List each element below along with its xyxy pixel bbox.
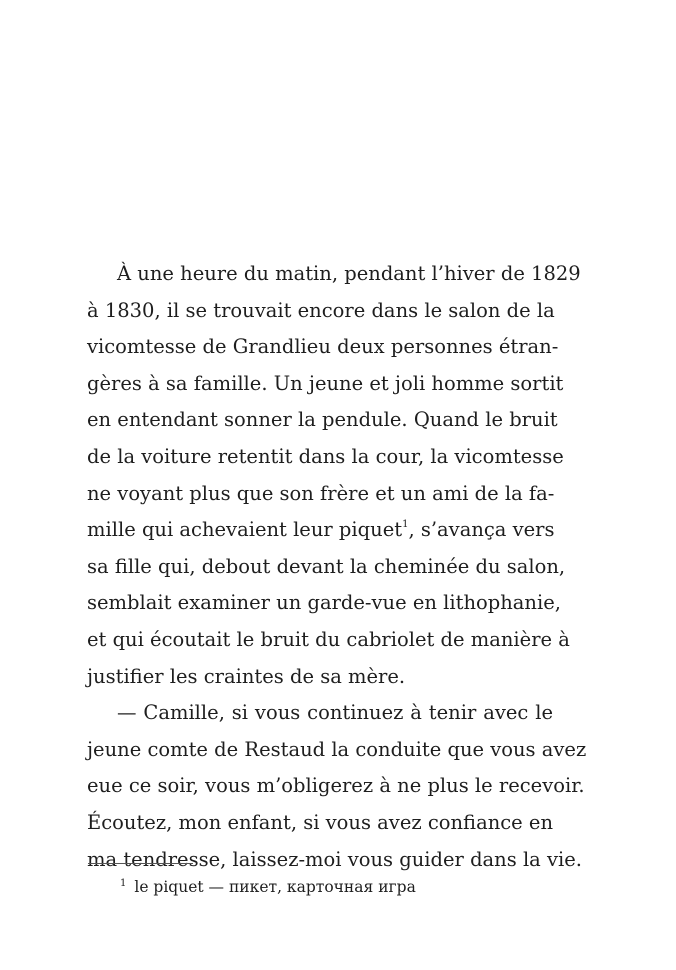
paragraph: [87, 256, 581, 695]
text-line: de la voiture retentit dans la cour, la vicomtesse: [87, 444, 564, 468]
text-line: ne voyant plus que son frère et un ami de la fa-: [87, 481, 555, 505]
footnote: [120, 874, 416, 897]
footnote-text: le piquet — пикет, карточная игра: [134, 878, 416, 896]
text-line: eue ce soir, vous m’obligerez à ne plus le recevoir.: [87, 774, 585, 798]
text-line: jeune comte de Restaud la conduite que vous avez: [87, 737, 587, 761]
text-line: gères à sa famille. Un jeune et joli homme sortit: [87, 371, 564, 395]
text-line: Écoutez, mon enfant, si vous avez confiance en: [87, 810, 554, 834]
text-line: à 1830, il se trouvait encore dans le salon de la: [87, 298, 555, 322]
text-line: et qui écoutait le bruit du cabriolet de manière à: [87, 627, 570, 651]
text-line: ma tendresse, laissez-moi vous guider dans la vie.: [87, 847, 582, 871]
text-line: À une heure du matin, pendant l’hiver de 1829: [117, 262, 581, 285]
text-line: justifier les craintes de sa mère.: [87, 664, 406, 688]
text-line-part: , s’avança vers: [408, 518, 555, 542]
footnote-number: 1: [120, 878, 127, 889]
text-line: — Camille, si vous continuez à tenir avec le: [117, 701, 553, 725]
paragraph: [87, 695, 587, 878]
text-line: vicomtesse de Grandlieu deux personnes étran-: [87, 335, 559, 359]
footnote-reference[interactable]: 1: [402, 519, 409, 531]
footnote-divider: [88, 863, 193, 864]
text-line-with-footnote: [87, 512, 553, 549]
text-line: semblait examiner un garde-vue en lithophanie,: [87, 591, 561, 615]
text-line: sa fille qui, debout devant la cheminée du salon,: [87, 554, 566, 578]
text-line-part: mille qui achevaient leur piquet: [87, 518, 403, 542]
text-line: en entendant sonner la pendule. Quand le bruit: [87, 408, 558, 432]
body-text: [87, 256, 587, 878]
